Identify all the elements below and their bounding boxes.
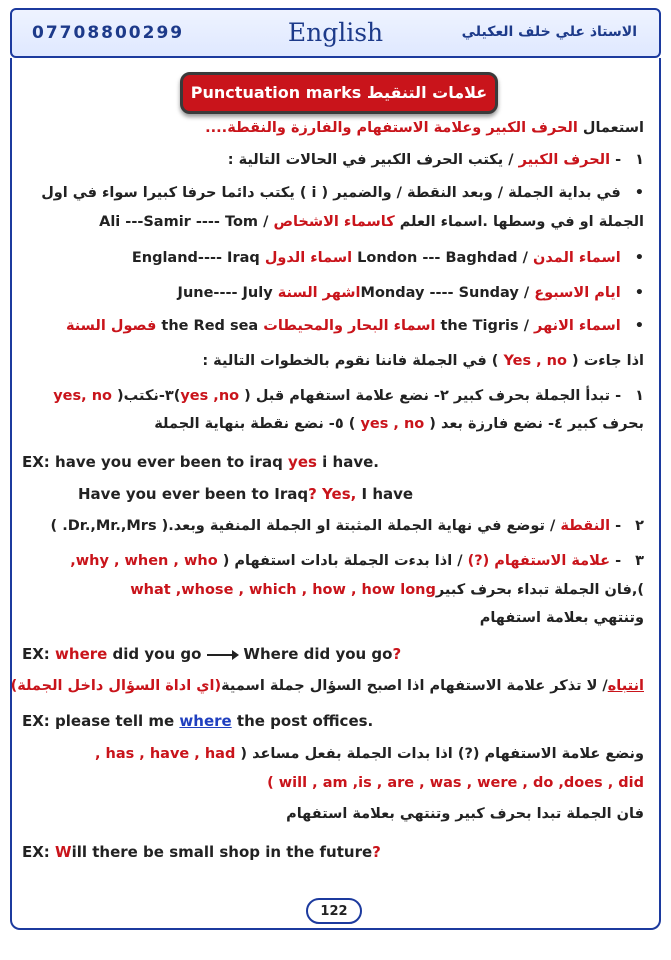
ex2-red: ? Yes, [308, 485, 357, 503]
title-ar: علامات التنقيط [366, 83, 488, 102]
ex1-a: EX: have you ever been to iraq [22, 453, 289, 471]
section-2-en: Dr.,Mr.,Mrs. [62, 518, 157, 534]
section-1-rest: / يكتب الحرف الكبير في الحالات التالية : [227, 152, 519, 168]
ex3-a: EX: [22, 645, 56, 663]
header-phone: 07708800299 [32, 23, 185, 43]
bullet-1b-red: كاسماء الاشخاص [273, 214, 395, 230]
header-author: الاستاذ علي خلف العكيلي [461, 24, 637, 40]
steps1-a: - تبدأ الجملة بحرف كبير ٢- نضع علامة استفهام قبل ( [239, 388, 622, 404]
bullet-1d-red2: اشهر السنة [277, 285, 361, 301]
bullet-1d [22, 285, 644, 301]
header-bar [10, 8, 661, 58]
ex3-b: did you go [107, 645, 202, 663]
ex2-a: Have you ever been to Iraq [78, 485, 309, 503]
section-3b-a: ),فان الجملة تبداء بحرف كبير [435, 582, 644, 598]
example-1 [22, 453, 644, 471]
bullet-1c-en2: England---- Iraq [131, 250, 260, 266]
example-5 [22, 843, 644, 861]
section-2-number: ٢ [635, 518, 644, 534]
bullet-1a-text: في بداية الجملة / وبعد النقطة / والضمير ( i ) يكتب دائما حرفا كبيرا سواء في اول [41, 185, 621, 201]
ex5-b: ill there be small shop in the future [71, 843, 373, 861]
ex4-where: where [179, 712, 232, 730]
note-a: / لا تذكر علامة الاستفهام اذا اصبح السؤال جملة اسمية [221, 678, 608, 694]
page-number: 122 [306, 898, 362, 924]
steps-number: ١ [635, 388, 644, 404]
bullet-1c-red1: اسماء المدن [532, 250, 621, 266]
bullet-dot: • [634, 250, 644, 266]
example-3 [22, 645, 644, 663]
aux3-a: فان الجملة تبدا بحرف كبير وتنتهي بعلامة استفهام [286, 806, 644, 822]
bullet-1e-sep: / [518, 318, 535, 334]
yesno-b: ) في الجملة فاننا نقوم بالخطوات التالية : [202, 353, 504, 369]
bullet-1e-en2: the Red sea [161, 318, 259, 334]
steps-line-1 [22, 388, 644, 404]
ex3-c: Where did you go [243, 645, 393, 663]
steps2-b: ) ٥- نضع نقطة بنهاية الجملة [154, 416, 361, 432]
bullet-1b-en: Ali ---Samir ---- Tom [99, 214, 259, 230]
ex5-a: EX: [22, 843, 56, 861]
bullet-dot: • [634, 318, 644, 334]
ex1-red: yes [288, 453, 317, 471]
section-3-dash: - [610, 553, 622, 569]
yesno-red: Yes , no [503, 353, 567, 369]
aux1-en: has , have , had , [94, 746, 236, 762]
title-banner [180, 72, 498, 114]
section-3-en: why , when , who, [70, 553, 218, 569]
section-3-line [22, 553, 644, 569]
ex2-b: I have [356, 485, 414, 503]
section-1-dash: - [610, 152, 622, 168]
bullet-1c-sep: / [517, 250, 533, 266]
bullet-1c-red2: اسماء الدول [264, 250, 353, 266]
section-2-line [22, 518, 644, 534]
intro-text-red: الحرف الكبير وعلامة الاستفهام والفارزة والنقطة.... [205, 120, 578, 136]
steps1-b: )٣-نكتب( [112, 388, 181, 404]
note-red2: (اي اداة السؤال داخل الجملة) [10, 678, 222, 694]
aux-line-3 [22, 806, 644, 822]
bullet-1b [22, 214, 644, 230]
bullet-1e-red2: اسماء البحار والمحيطات [263, 318, 436, 334]
section-1-red: الحرف الكبير [518, 152, 611, 168]
intro-text-a: استعمال [577, 120, 644, 136]
section-3c-line [22, 610, 644, 626]
yesno-a: اذا جاءت ( [566, 353, 644, 369]
section-1-heading [22, 152, 644, 168]
bullet-1c-en1: London --- Baghdad [357, 250, 518, 266]
aux2-en: ( will , am ,is , are , was , were , do ,does , did [267, 775, 644, 791]
section-3b-en: what ,whose , which , how , how long [130, 582, 436, 598]
steps1-red1: yes ,no [180, 388, 240, 404]
ex1-b: i have. [316, 453, 379, 471]
bullet-1e-red1: اسماء الانهر [534, 318, 621, 334]
section-3-red: علامة الاستفهام (?) [467, 553, 611, 569]
example-4 [22, 712, 644, 730]
section-2-dash: - [610, 518, 622, 534]
arrow-right-icon [207, 654, 237, 656]
bullet-1e-red3: فصول السنة [65, 318, 157, 334]
bullet-1e-en1: the Tigris [440, 318, 519, 334]
bullet-1b-text: الجملة او في وسطها .اسماء العلم [394, 214, 644, 230]
bullet-dot: • [634, 285, 644, 301]
ex4-b: the post offices. [231, 712, 374, 730]
section-3-a: / اذا بدءت الجملة بادات استفهام ( [217, 553, 468, 569]
steps2-red: yes , no [360, 416, 425, 432]
bullet-1a [22, 185, 644, 201]
bullet-1d-sep: / [518, 285, 535, 301]
ex5-red: W [55, 843, 72, 861]
aux1-a: ونضع علامة الاستفهام (?) اذا بدات الجملة بفعل مساعد ( [235, 746, 644, 762]
note-red1: انتباه [607, 678, 644, 694]
bullet-1d-en1: Monday ---- Sunday [360, 285, 519, 301]
section-3-number: ٣ [635, 553, 644, 569]
aux-line-1 [22, 746, 644, 762]
steps2-a: بحرف كبير ٤- نضع فارزة بعد ( [424, 416, 644, 432]
steps1-red2: yes, no [53, 388, 112, 404]
bullet-1d-red1: ايام الاسبوع [534, 285, 621, 301]
section-1-number: ١ [635, 152, 644, 168]
bullet-1c [22, 250, 644, 266]
ex4-a: EX: please tell me [22, 712, 180, 730]
yesno-line [22, 353, 644, 369]
bullet-1d-en2: June---- July [177, 285, 273, 301]
bullet-dot: • [634, 185, 644, 201]
section-2-b: ) [50, 518, 63, 534]
section-2-a: / توضع في نهاية الجملة المثبتة او الجملة المنفية وبعد.( [156, 518, 561, 534]
bullet-1e [22, 318, 644, 334]
header-subject: English [287, 18, 384, 47]
ex3-red2: ? [392, 645, 402, 663]
ex3-red1: where [55, 645, 108, 663]
steps-line-2 [22, 416, 644, 432]
example-2 [78, 485, 671, 503]
bullet-1b-sep: / [258, 214, 274, 230]
aux-line-2 [22, 775, 644, 791]
title-en: Punctuation marks [190, 83, 362, 102]
note-line [10, 678, 644, 694]
section-3b-line [22, 582, 644, 598]
intro-line [22, 120, 644, 136]
section-3c-a: وتنتهي بعلامة استفهام [479, 610, 644, 626]
section-2-red: النقطة [560, 518, 611, 534]
ex5-red2: ? [372, 843, 381, 861]
